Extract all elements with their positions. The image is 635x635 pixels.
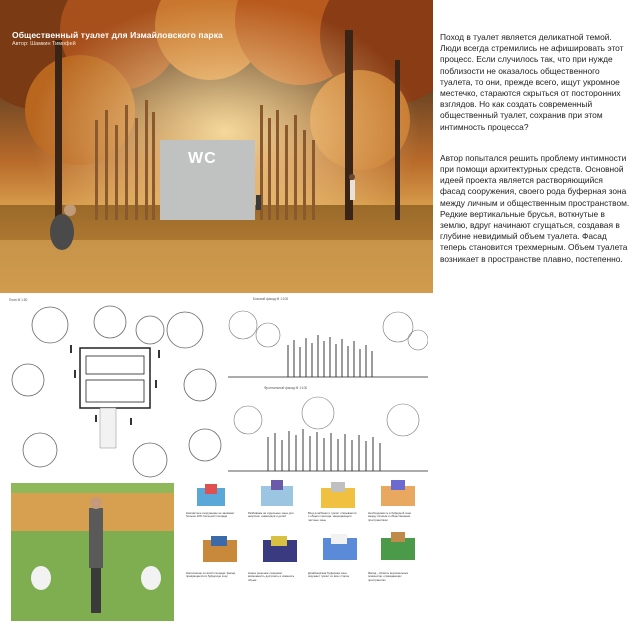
description-paragraph-1: Поход в туалет является деликатной темой. Люди всегда стремились не афишировать этот процесс. Если случилось так, что при нужде поблизости не оказалось общественного туалета, то они, прежде всего, ищут укромное местечко, стараются скрыться от посторонних взглядов. Но как создать современный общественный туалет, сохранив при этом интимность процесса?	[440, 32, 624, 132]
plan-label: План М 1:50	[9, 298, 28, 302]
project-author: Автор: Шамкин Тимофей	[12, 41, 76, 47]
description-paragraph-2: Автор попытался решить проблему интимности при помощи архитектурных средств. Основной идеей проекта является растворяющийся фасад сооружения, своего рода буферная зона между личным и общественным пространством. Редкие вертикальные брусья, воткнутые в землю, вдруг начинают сгущаться, создавая в глубине невидимый объем туалета. Фасад теперь становится трехмерным. Объем туалета возникает в пространстве плавно, постепенно.	[440, 152, 630, 264]
wc-sign: WC	[188, 150, 217, 167]
interior-render	[11, 483, 174, 621]
description-text	[440, 32, 630, 285]
caption-8: Фасад - область вертикальных элементов, ограждающих пространство	[368, 571, 409, 582]
caption-6: Новое решение сохраняет возможность достроить и изменить объем	[248, 571, 295, 582]
front-elevation-drawing	[228, 395, 428, 475]
floor-plan-drawing	[0, 300, 230, 480]
caption-5: Наполнение по всей площади: фасад превращается в буферную зону	[186, 571, 236, 579]
caption-4: Необходимость в буферной зоне между личным и общественным пространством	[368, 511, 412, 522]
caption-2: Разбиваем на отдельные зоны для незрячих, инвалидов и детей	[248, 511, 294, 519]
caption-3: Вход в кабинки и туалет открывается с общего прохода, защищающего частные зоны	[308, 511, 357, 522]
concept-diagrams	[183, 480, 633, 630]
caption-1: Компактное сооружение не занимает больше 20% большой площади	[186, 511, 235, 519]
side-elevation-label: Боковой фасад М 1:100	[253, 297, 289, 301]
hero-render	[0, 0, 433, 293]
front-elevation-label: Фронтальный фасад М 1:100	[264, 386, 308, 390]
project-title: Общественный туалет для Измайловского парка	[12, 30, 223, 40]
side-elevation-drawing	[228, 305, 428, 380]
caption-7: Дизайнерская буферная зона окружает туалет со всех сторон	[308, 571, 350, 579]
